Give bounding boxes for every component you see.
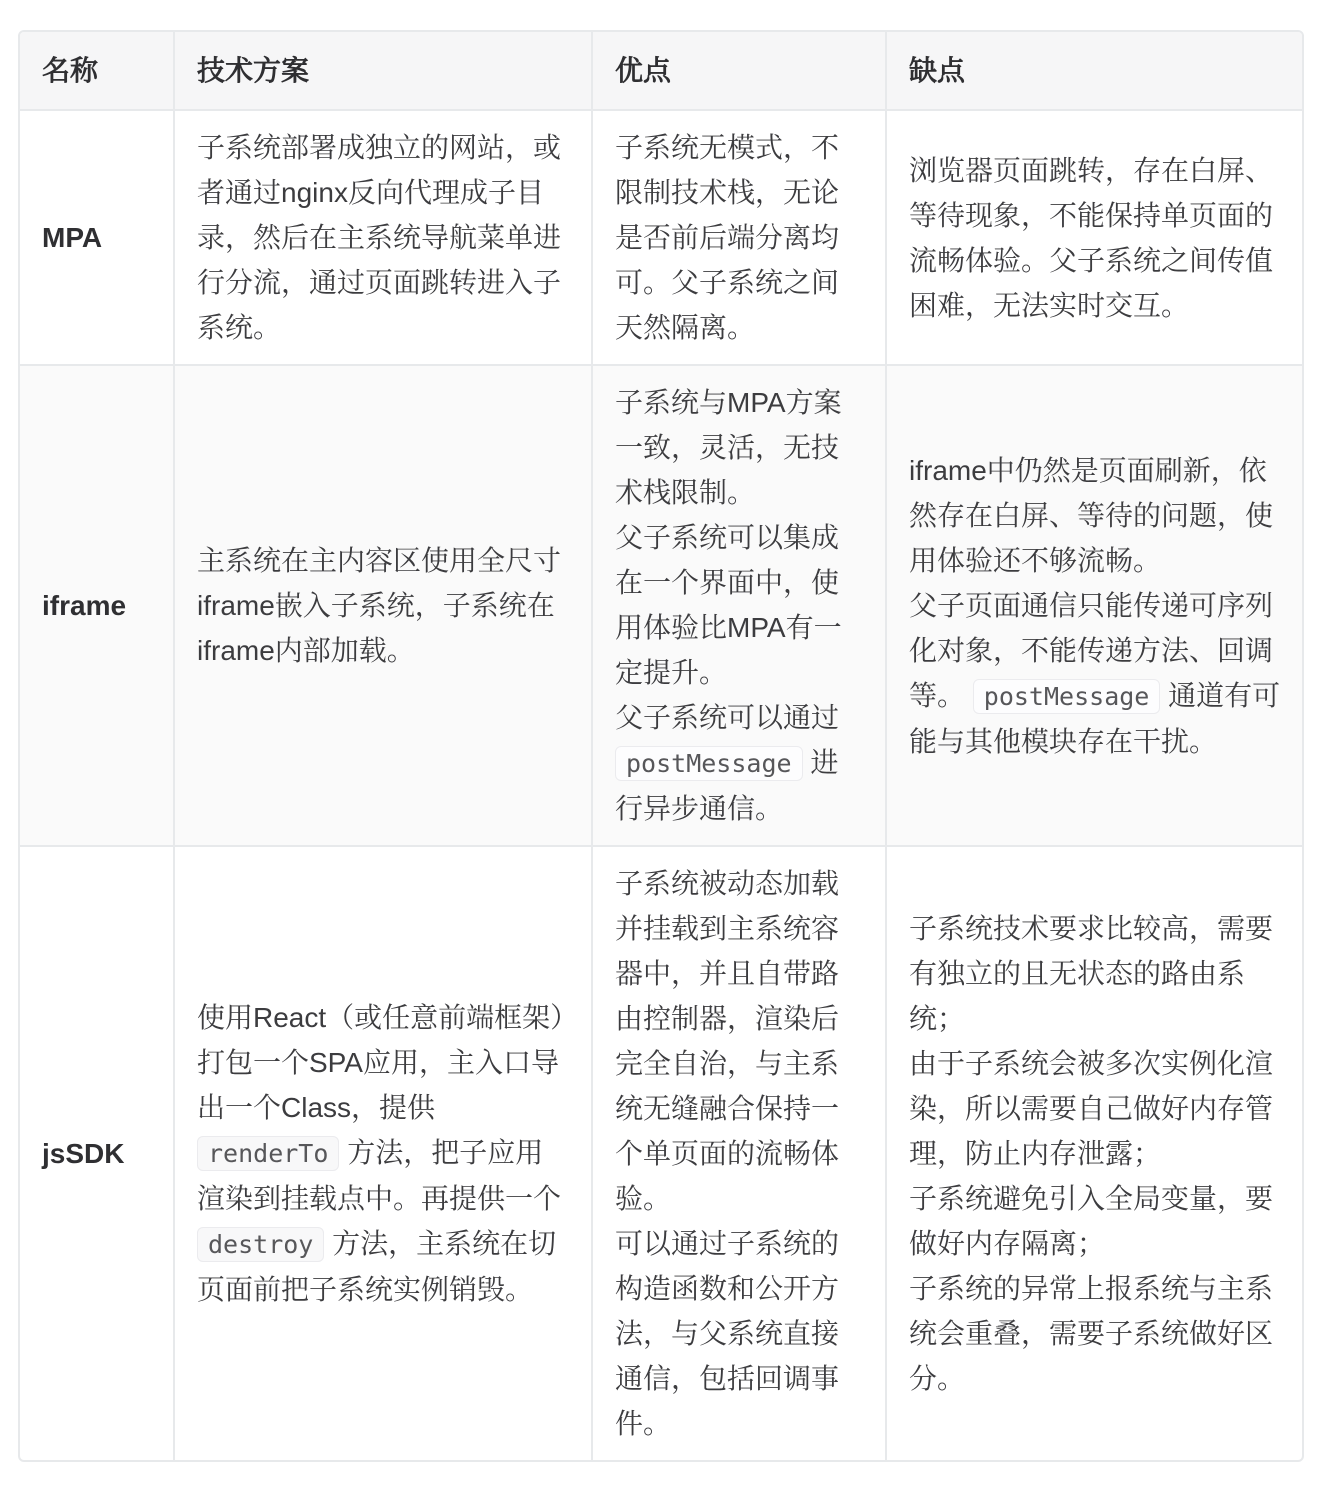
- header-row: [20, 32, 1304, 110]
- inline-code: postMessage: [973, 679, 1161, 714]
- table-header: [20, 32, 1304, 110]
- inline-code: renderTo: [197, 1136, 339, 1171]
- micro-frontend-comparison: [20, 32, 1304, 1460]
- cell-tech: 使用React（或任意前端框架）打包一个SPA应用，主入口导出一个Class，提供 renderTo 方法，把子应用渲染到挂载点中。再提供一个 destroy 方法，主系统在切页面前把子系统实例销毁。: [174, 846, 592, 1460]
- cell-cons: iframe中仍然是页面刷新，依然存在白屏、等待的问题，使用体验还不够流畅。 父子页面通信只能传递可序列化对象，不能传递方法、回调等。 postMessage 通道有可能与其他模块存在干扰。: [886, 365, 1304, 846]
- table-row-mpa: [20, 110, 1304, 365]
- column-header-pros: 优点: [592, 32, 886, 110]
- cell-pros: 子系统被动态加载并挂载到主系统容器中，并且自带路由控制器，渲染后完全自治，与主系统无缝融合保持一个单页面的流畅体验。 可以通过子系统的构造函数和公开方法，与父系统直接通信，包括回调事件。: [592, 846, 886, 1460]
- table-body: [20, 110, 1304, 1460]
- column-header-cons: 缺点: [886, 32, 1304, 110]
- cell-tech: 子系统部署成独立的网站，或者通过nginx反向代理成子目录，然后在主系统导航菜单进行分流，通过页面跳转进入子系统。: [174, 110, 592, 365]
- inline-code: postMessage: [615, 746, 803, 781]
- column-header-tech: 技术方案: [174, 32, 592, 110]
- cell-cons: 子系统技术要求比较高，需要有独立的且无状态的路由系统； 由于子系统会被多次实例化渲染，所以需要自己做好内存管理，防止内存泄露； 子系统避免引入全局变量，要做好内存隔离； 子系统的异常上报系统与主系统会重叠，需要子系统做好区分。: [909, 913, 1274, 1394]
- table-row-iframe: [20, 365, 1304, 846]
- row-name: jsSDK: [20, 846, 174, 1460]
- cell-pros: 子系统无模式，不限制技术栈，无论是否前后端分离均可。父子系统之间天然隔离。: [592, 110, 886, 365]
- comparison-table: [18, 30, 1304, 1462]
- cell-tech: 主系统在主内容区使用全尺寸iframe嵌入子系统，子系统在iframe内部加载。: [174, 365, 592, 846]
- inline-code: destroy: [197, 1227, 324, 1262]
- table-row-jssdk: [20, 846, 1304, 1460]
- row-name: iframe: [20, 365, 174, 846]
- column-header-name: 名称: [20, 32, 174, 110]
- row-name: MPA: [20, 110, 174, 365]
- cell-cons: 浏览器页面跳转，存在白屏、等待现象，不能保持单页面的流畅体验。父子系统之间传值困难，无法实时交互。: [886, 110, 1304, 365]
- cell-pros: 子系统与MPA方案一致，灵活，无技术栈限制。 父子系统可以集成在一个界面中，使用体验比MPA有一定提升。 父子系统可以通过 postMessage 进行异步通信。: [592, 365, 886, 846]
